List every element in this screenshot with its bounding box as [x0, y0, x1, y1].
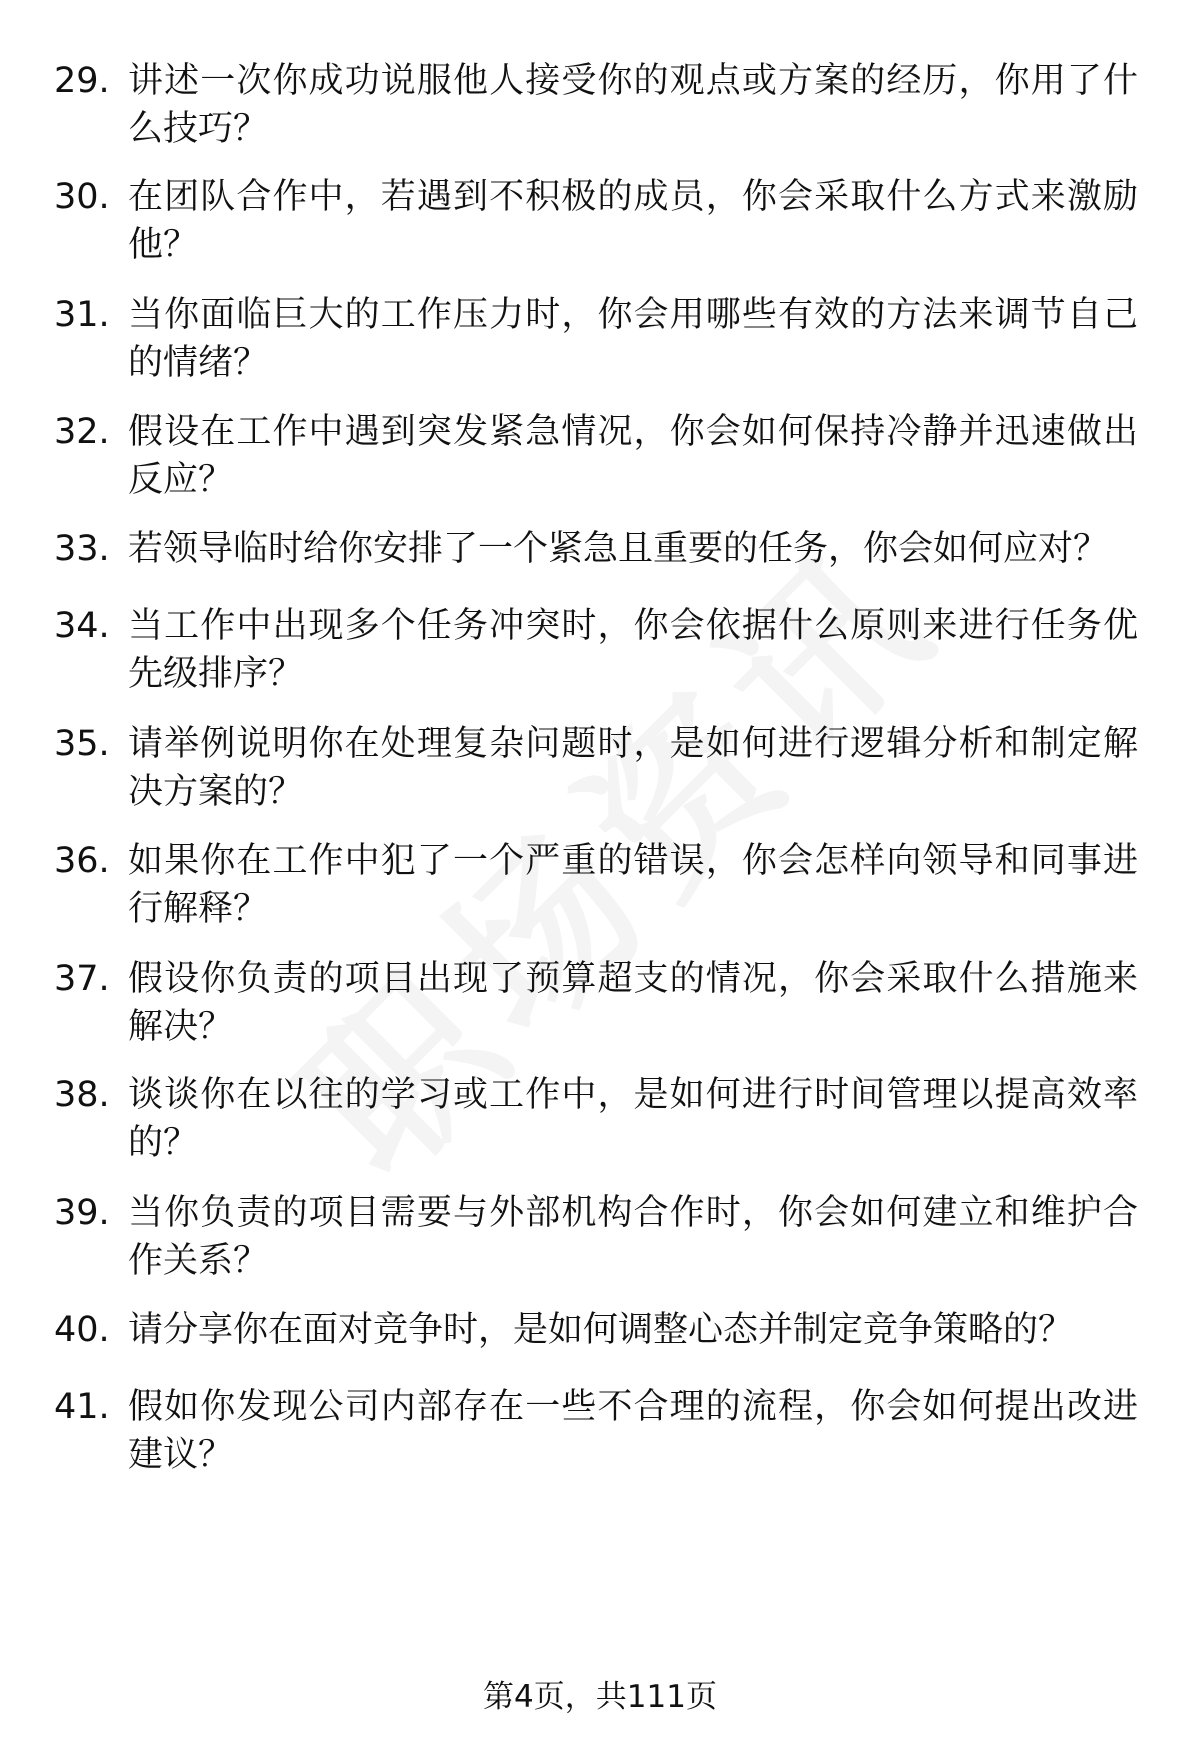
question-number: 41. [54, 1387, 110, 1427]
question-text: 请分享你在面对竞争时，是如何调整心态并制定竞争策略的？ [128, 1310, 1074, 1350]
question-number: 39. [54, 1193, 110, 1233]
question-number: 36. [54, 841, 110, 881]
question-number: 40. [54, 1310, 110, 1350]
question-text: 假设在工作中遇到突发紧急情况，你会如何保持冷静并迅速做出反应？ [128, 412, 1138, 500]
question-text: 谈谈你在以往的学习或工作中，是如何进行时间管理以提高效率的？ [128, 1075, 1138, 1163]
question-text: 假如你发现公司内部存在一些不合理的流程，你会如何提出改进建议？ [128, 1387, 1138, 1475]
question-text: 当你负责的项目需要与外部机构合作时，你会如何建立和维护合作关系？ [128, 1193, 1138, 1281]
question-text: 若领导临时给你安排了一个紧急且重要的任务，你会如何应对？ [128, 529, 1109, 569]
question-number: 29. [54, 61, 110, 101]
question-number: 33. [54, 529, 110, 569]
question-number: 31. [54, 295, 110, 335]
question-text: 假设你负责的项目出现了预算超支的情况，你会采取什么措施来解决？ [128, 959, 1138, 1047]
question-number: 37. [54, 959, 110, 999]
question-text: 请举例说明你在处理复杂问题时，是如何进行逻辑分析和制定解决方案的？ [128, 724, 1138, 812]
question-number: 35. [54, 724, 110, 764]
question-text: 讲述一次你成功说服他人接受你的观点或方案的经历，你用了什么技巧？ [128, 61, 1138, 149]
question-number: 30. [54, 177, 110, 217]
question-text: 如果你在工作中犯了一个严重的错误，你会怎样向领导和同事进行解释？ [128, 841, 1138, 929]
question-number: 38. [54, 1075, 110, 1115]
question-number: 32. [54, 412, 110, 452]
page-footer: 第4页，共111页 [483, 1679, 717, 1715]
question-text: 在团队合作中，若遇到不积极的成员，你会采取什么方式来激励他？ [128, 177, 1138, 265]
question-text: 当工作中出现多个任务冲突时，你会依据什么原则来进行任务优先级排序？ [128, 606, 1138, 694]
question-text: 当你面临巨大的工作压力时，你会用哪些有效的方法来调节自己的情绪？ [128, 295, 1138, 383]
question-number: 34. [54, 606, 110, 646]
